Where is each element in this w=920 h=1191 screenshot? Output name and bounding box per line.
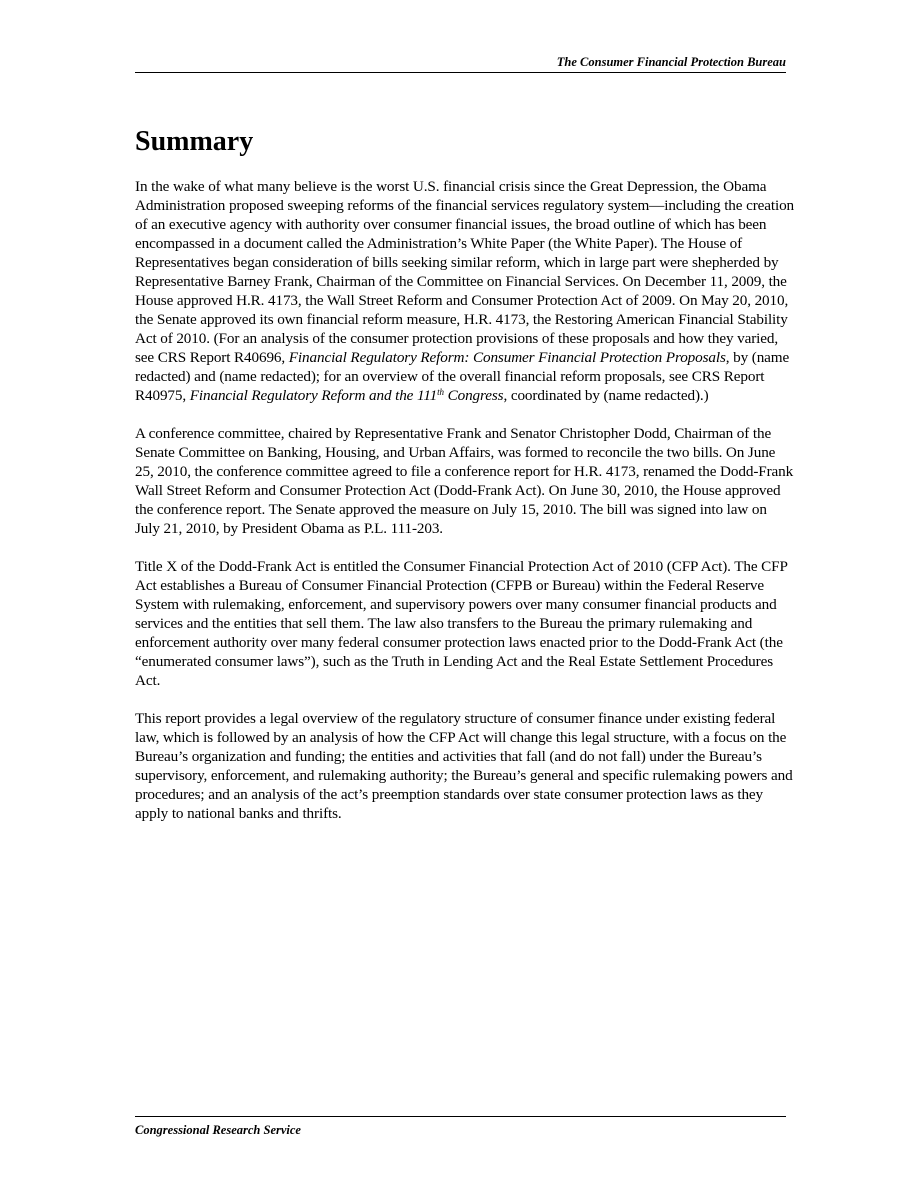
page-footer (135, 1116, 786, 1139)
summary-body (135, 177, 795, 842)
report-title-consumer-protection: Financial Regulatory Reform: Consumer Financial Protection Proposals (288, 349, 726, 366)
paragraph-2: A conference committee, chaired by Representative Frank and Senator Christopher Dodd, Chairman of the Senate Committee on Banking, Housing, and Urban Affairs, was formed to reconcile the two bills. On June 25, 2010, the conference committee agreed to file a conference report for H.R. 4173, renamed the Dodd-Frank Wall Street Reform and Consumer Protection Act (Dodd-Frank Act). On June 30, 2010, the House approved the conference report. The Senate approved the measure on July 15, 2010. The bill was signed into law on July 21, 2010, by President Obama as P.L. 111-203. (135, 425, 794, 537)
running-header (135, 52, 786, 73)
report-title-part-2: Congress (443, 387, 504, 404)
paragraph-3: Title X of the Dodd-Frank Act is entitled the Consumer Financial Protection Act of 2010 (CFP Act). The CFP Act establishes a Bureau of Consumer Financial Protection (CFPB or Bureau) within the Federal Reserve System with rulemaking, enforcement, and supervisory powers over many consumer financial products and services and the entities that sell them. The law also transfers to the Bureau the primary rulemaking and enforcement authority over many federal consumer protection laws enacted prior to the Dodd-Frank Act (the “enumerated consumer laws”), such as the Truth in Lending Act and the Real Estate Settlement Procedures Act. (135, 558, 788, 689)
section-title: Summary (135, 126, 254, 157)
report-title-111th-congress (190, 387, 504, 404)
running-header-title: The Consumer Financial Protection Bureau (556, 55, 786, 69)
paragraph-1-text-f: , coordinated by (name redacted).) (503, 387, 709, 404)
report-title-part-1: Financial Regulatory Reform and the 111 (189, 387, 438, 404)
paragraph-1 (135, 177, 795, 405)
paragraph-1-text-a: In the wake of what many believe is the worst U.S. financial crisis since the Great Depression, the Obama Administration proposed sweeping reforms of the financial services regulatory system—including the creation of an executive agency with authority over consumer financial issues, the broad outline of which has been encompassed in a document called the Administration’s White Paper (the White Paper). The House of Representatives began consideration of bills seeking similar reform, which in large part were shepherded by Representative Barney Frank, Chairman of the Committee on Financial Services. On December 11, 2009, the House approved H.R. 4173, the Wall Street Reform and Consumer Protection Act of 2009. On May 20, 2010, the Senate approved its own financial reform measure, H.R. 4173, the Restoring American Financial Stability Act of 2010. (For an analysis of the consumer protection provisions of these proposals and how they varied, see CRS Report R40696, (135, 178, 795, 366)
paragraph-1-text-c: , by (name redacted) and (name redacted); for an overview of the overall financial reform proposals, see CRS Report R40975, (135, 349, 790, 404)
footer-publisher: Congressional Research Service (135, 1123, 301, 1137)
ordinal-superscript: th (437, 387, 444, 397)
paragraph-4: This report provides a legal overview of the regulatory structure of consumer finance under existing federal law, which is followed by an analysis of how the CFP Act will change this legal structure, with a focus on the Bureau’s organization and funding; the entities and activities that fall (and do not fall) under the Bureau’s supervisory, enforcement, and rulemaking authority; the Bureau’s general and specific rulemaking powers and procedures; and an analysis of the act’s preemption standards over state consumer protection laws as they apply to national banks and thrifts. (135, 710, 793, 822)
